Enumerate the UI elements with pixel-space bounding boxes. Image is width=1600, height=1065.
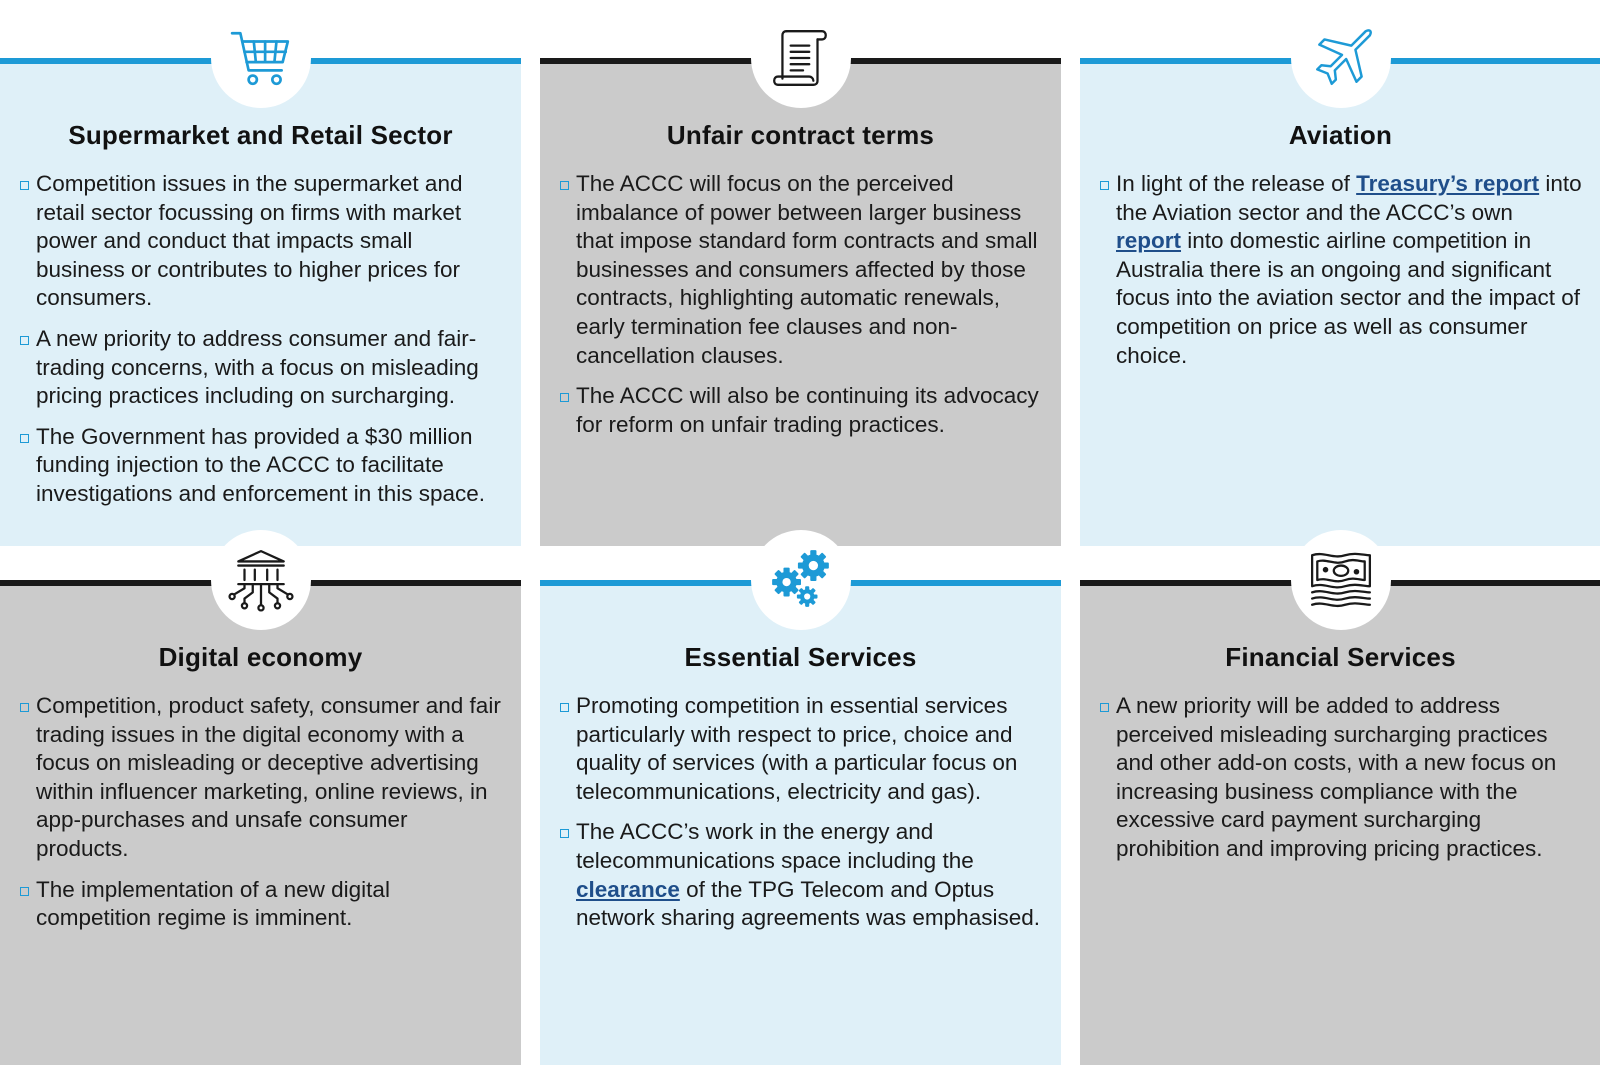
list-item: The Government has provided a $30 million funding injection to the ACCC to facilitate investigations and enforcement in this space. [20, 423, 503, 509]
airplane-icon [1308, 25, 1374, 91]
card-digital-economy [0, 580, 521, 1065]
bullet-list [20, 692, 503, 945]
card-title: Financial Services [1225, 642, 1456, 672]
icon-badge [211, 530, 311, 630]
card-title: Aviation [1288, 120, 1393, 150]
list-item: A new priority to address consumer and fair-trading concerns, with a focus on misleading pricing practices including on surcharging. [20, 325, 503, 411]
card-title: Essential Services [684, 642, 917, 672]
bullet-list [1100, 170, 1583, 382]
clearance-link[interactable]: clearance [576, 876, 680, 902]
bullet-text: The ACCC’s work in the energy and telecommunications space including the [576, 819, 974, 873]
bullet-text: of the TPG Telecom and Optus network sharing agreements was emphasised. [576, 876, 1040, 931]
card-unfair-contract-terms [540, 58, 1061, 546]
bullet-list [560, 170, 1043, 451]
bullet-list [1100, 692, 1583, 876]
card-title: Supermarket and Retail Sector [68, 120, 453, 150]
bullet-text: into the Aviation sector and the ACCC’s own [1116, 171, 1582, 225]
card-financial-services [1080, 580, 1600, 1065]
icon-badge [751, 530, 851, 630]
bullet-text: into domestic airline competition in Australia there is an ongoing and significant focus into the aviation sector and the impact of competition on price as well as consumer choice. [1116, 228, 1581, 368]
list-item: A new priority will be added to address perceived misleading surcharging practices and other add-on costs, with a new focus on increasing business compliance with the excessive card payment surcharging prohibition and improving pricing practices. [1100, 692, 1583, 864]
icon-badge [1291, 530, 1391, 630]
list-item: Competition issues in the supermarket and retail sector focussing on firms with market power and conduct that impacts small business or contributes to higher prices for consumers. [20, 170, 503, 313]
digital-bank-icon [228, 547, 294, 613]
icon-badge [1291, 8, 1391, 108]
bullet-list [560, 692, 1043, 945]
bullet-text: In light of the release of [1116, 171, 1357, 196]
list-item: The implementation of a new digital competition regime is imminent. [20, 876, 503, 933]
shopping-cart-icon [228, 25, 294, 91]
list-item: Competition, product safety, consumer and fair trading issues in the digital economy with a focus on misleading or deceptive advertising within influencer marketing, online reviews, in app-purchases and unsafe consumer products. [20, 692, 503, 864]
list-item: Promoting competition in essential services particularly with respect to price, choice and quality of services (with a particular focus on telecommunications, electricity and gas). [560, 692, 1043, 806]
bullet-list [20, 170, 503, 521]
banknotes-icon [1308, 547, 1374, 613]
card-aviation [1080, 58, 1600, 546]
icon-badge [211, 8, 311, 108]
card-essential-services [540, 580, 1061, 1065]
icon-badge [751, 8, 851, 108]
list-item [560, 818, 1043, 932]
card-title: Digital economy [158, 642, 363, 672]
card-supermarket-retail [0, 58, 521, 546]
treasury-report-link[interactable]: Treasury’s report [1356, 171, 1540, 196]
card-title: Unfair contract terms [666, 120, 935, 150]
accc-report-link[interactable]: report [1116, 228, 1182, 254]
list-item: The ACCC will focus on the perceived imbalance of power between larger business that impose standard form contracts and small businesses and consumers affected by those contracts, highlighting automatic renewals, early termination fee clauses and non-cancellation clauses. [560, 170, 1043, 370]
list-item [1100, 170, 1583, 370]
scroll-document-icon [768, 25, 834, 91]
list-item: The ACCC will also be continuing its advocacy for reform on unfair trading practices. [560, 382, 1043, 439]
gears-icon [768, 547, 834, 613]
